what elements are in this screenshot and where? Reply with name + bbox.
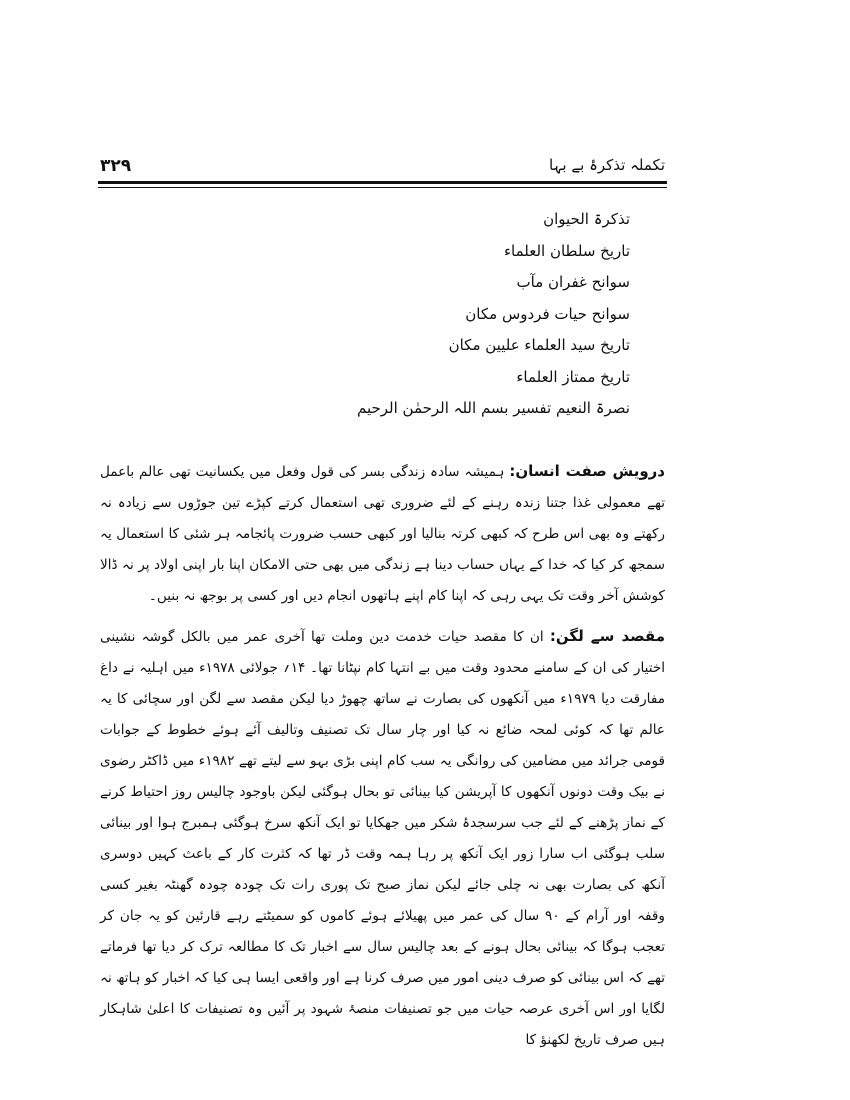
list-item: تاریخ سید العلماء علیین مکان bbox=[448, 336, 630, 354]
running-title: تکملہ تذکرۂ بے بہا bbox=[549, 156, 665, 174]
list-item: سوانح غفران مآب bbox=[516, 273, 630, 291]
paragraph-heading: مقصد سے لگن: bbox=[549, 627, 665, 645]
paragraph-body: ہمیشہ سادہ زندگی بسر کی قول وفعل میں یکسانیت تھی عالم باعمل تھے معمولی غذا جتنا زندہ رہنے کے لئے ضروری تھی استعمال کرتے کپڑے تین جوڑوں سے زیادہ نہ رکھتے وہ بھی اس طرح کہ کبھی کرتہ بنالیا اور کبھی حسب ضرورت پائجامہ ہر شئی کا استعمال یہ سمجھ کر کیا کہ خدا کے یہاں حساب دینا ہے زندگی میں بھی حتی الامکان اپنا بار اپنی اولاد پر نہ ڈالا کوشش آخر وقت تک یہی رہی کہ اپنا کام اپنے ہاتھوں انجام دیں اور کسی پر بوجھ نہ بنیں۔ bbox=[100, 464, 665, 604]
page-header bbox=[100, 156, 665, 178]
list-item: تاریخ سلطان العلماء bbox=[503, 241, 630, 260]
paragraph-maqsad bbox=[100, 621, 665, 1056]
list-item: سوانح حیات فردوس مکان bbox=[465, 304, 630, 323]
list-item: تاریخ ممتاز العلماء bbox=[516, 367, 630, 386]
header-rule-thin bbox=[98, 187, 667, 188]
header-rule-thick bbox=[98, 181, 667, 184]
paragraph-darwesh bbox=[100, 456, 665, 612]
paragraph-body: ان کا مقصد حیات خدمت دین وملت تھا آخری عمر میں بالکل گوشہ نشینی اختیار کی ان کے سامنے محدود وقت میں بے انتہا کام نپٹانا تھا۔ ۱۴؍ جولائی ۱۹۷۸ء میں اہلیہ نے داغ مفارقت دیا ۱۹۷۹ء میں آنکھوں کی بصارت نے ساتھ چھوڑ دیا لیکن مقصد سے لگن اور سچائی کا یہ عالم تھا کہ کوئی لمحہ ضائع نہ کیا اور چار سال تک تصنیف وتالیف آئے ہوئے خطوط کے جوابات قومی جرائد میں مضامین کی روانگی یہ سب کام اپنی بڑی بہو سے لیتے تھے ۱۹۸۲ء میں ڈاکٹر رضوی نے بیک وقت دونوں آنکھوں کا آپریشن کیا بینائی تو بحال ہوگئی لیکن باوجود چالیس روز احتیاط کرنے کے نماز پڑھنے کے لئے جب سرسجدۂ شکر میں جھکایا تو ایک آنکھ سرخ ہوگئی ہمبرج ہوا اور بینائی سلب ہوگئی اب سارا زور ایک آنکھ پر رہا ہمہ وقت ڈر تھا کہ کثرت کار کے باعث کہیں دوسری آنکھ کی بصارت بھی نہ چلی جائے لیکن نماز صبح تک پوری رات تک چودہ چودہ گھنٹہ بغیر کسی وقفہ اور آرام کے ۹۰ سال کی عمر میں پھیلائے ہوئے کاموں کو سمیٹتے رہے قارئین کو یہ جان کر تعجب ہوگا کہ بینائی بحال ہونے کے بعد چالیس سال سے اخبار تک کا مطالعہ ترک کر دیا تھا فرماتے تھے کہ اس بینائی کو صرف دینی امور میں صرف کرنا ہے اور واقعی ایسا ہی کیا کہ اخبار کو ہاتھ نہ لگایا اور اس آخری عرصہ حیات میں جو تصنیفات منصۂ شہود پر آئیں وہ تصنیفات کا اعلیٰ شاہکار ہیں صرف تاریخ لکھنؤ کا bbox=[100, 629, 666, 1048]
list-item: تذکرۃ الحیوان bbox=[543, 210, 630, 228]
list-item: نصرۃ النعیم تفسیر بسم اللہ الرحمٰن الرحیم bbox=[356, 399, 630, 417]
page-number: ۳۲۹ bbox=[100, 156, 132, 176]
paragraph-heading: درویش صفت انسان: bbox=[509, 462, 665, 480]
book-title-list bbox=[230, 204, 630, 425]
